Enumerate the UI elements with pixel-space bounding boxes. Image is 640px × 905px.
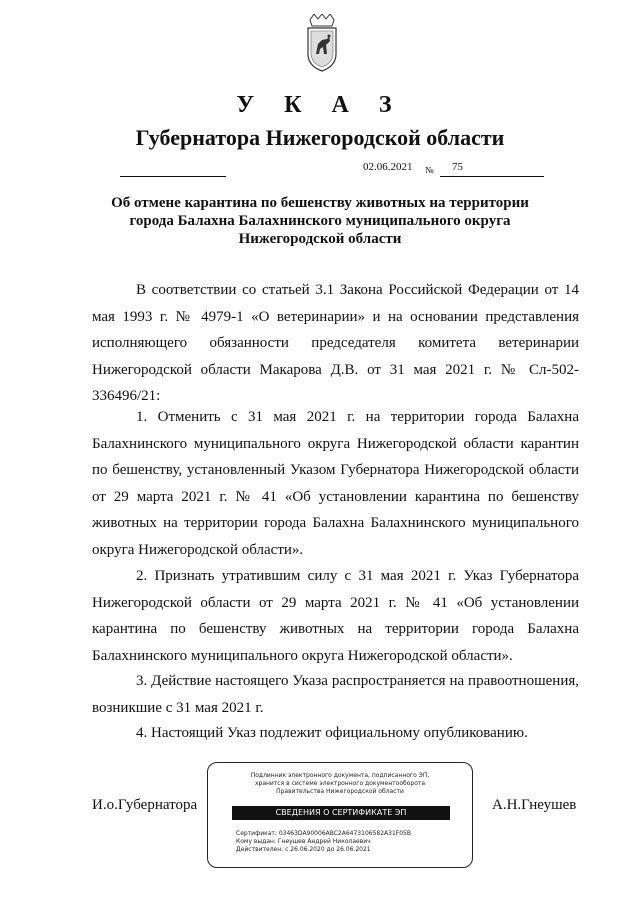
stamp-line: хранится в системе электронного документооборота bbox=[254, 780, 426, 787]
subject-line: Нижегородской области bbox=[238, 231, 402, 247]
certificate-id: Сертификат: 03463DA90006ABC2A6473106582A31F05B bbox=[236, 830, 411, 837]
subject-line: города Балахна Балахнинского муниципального округа bbox=[129, 213, 511, 229]
number-line bbox=[440, 176, 544, 177]
item-3-block bbox=[92, 668, 579, 721]
item-1-block bbox=[92, 404, 579, 563]
number-label: № bbox=[425, 165, 434, 175]
decree-item: 2. Признать утратившим силу с 31 мая 2021 г. Указ Губернатора Нижегородской области от 29 марта 2021 г. № 41 «Об установлении карантина по бешенству животных на территории города Балахна Балахнинского муниципального округа Нижегородской области». bbox=[92, 568, 579, 664]
subject-line: Об отмене карантина по бешенству животных на территории bbox=[111, 195, 529, 211]
electronic-signature-stamp bbox=[207, 762, 473, 868]
certificate-owner: Кому выдан: Гнеушев Андрей Николаевич bbox=[236, 838, 371, 845]
stamp-line: Правительства Нижегородской области bbox=[276, 788, 404, 795]
certificate-details bbox=[236, 830, 411, 854]
signatory-position: И.о.Губернатора bbox=[92, 797, 198, 813]
preamble-block bbox=[92, 277, 579, 410]
preamble: В соответствии со статьей 3.1 Закона Российской Федерации от 14 мая 1993 г. № 4979-1 «О ветеринарии» и на основании представления исполняющего обязанности председателя комитета ветеринарии Нижегородской области Макарова Д.В. от 31 мая 2021 г. № Сл-502-336496/21: bbox=[92, 282, 579, 404]
document-type: У К А З bbox=[236, 92, 404, 118]
stamp-header bbox=[208, 772, 472, 796]
certificate-info-bar: СВЕДЕНИЯ О СЕРТИФИКАТЕ ЭП bbox=[232, 806, 450, 820]
issuing-authority: Губернатора Нижегородской области bbox=[135, 125, 505, 150]
document-subject bbox=[100, 194, 540, 248]
decree-item: 3. Действие настоящего Указа распространяется на правоотношения, возникшие с 31 мая 2021 г. bbox=[92, 673, 579, 716]
item-4-block bbox=[92, 720, 579, 747]
left-blank-line bbox=[120, 176, 226, 177]
item-2-block bbox=[92, 563, 579, 669]
decree-item: 1. Отменить с 31 мая 2021 г. на территории города Балахна Балахнинского муниципального округа Нижегородской области карантин по бешенству, установленный Указом Губернатора Нижегородской области от 29 марта 2021 г. № 41 «Об установлении карантина по бешенству животных на территории города Балахна Балахнинского муниципального округа Нижегородской области». bbox=[92, 409, 579, 558]
stamp-line: Подлинник электронного документа, подписанного ЭП, bbox=[250, 772, 430, 779]
certificate-validity: Действителен: с 26.06.2020 до 26.06.2021 bbox=[236, 846, 371, 853]
signatory-name: А.Н.Гнеушев bbox=[492, 797, 577, 813]
document-number: 75 bbox=[452, 161, 463, 173]
document-date: 02.06.2021 bbox=[363, 161, 413, 173]
decree-item: 4. Настоящий Указ подлежит официальному опубликованию. bbox=[136, 725, 528, 741]
nizhny-novgorod-coat-of-arms-icon bbox=[302, 14, 342, 72]
